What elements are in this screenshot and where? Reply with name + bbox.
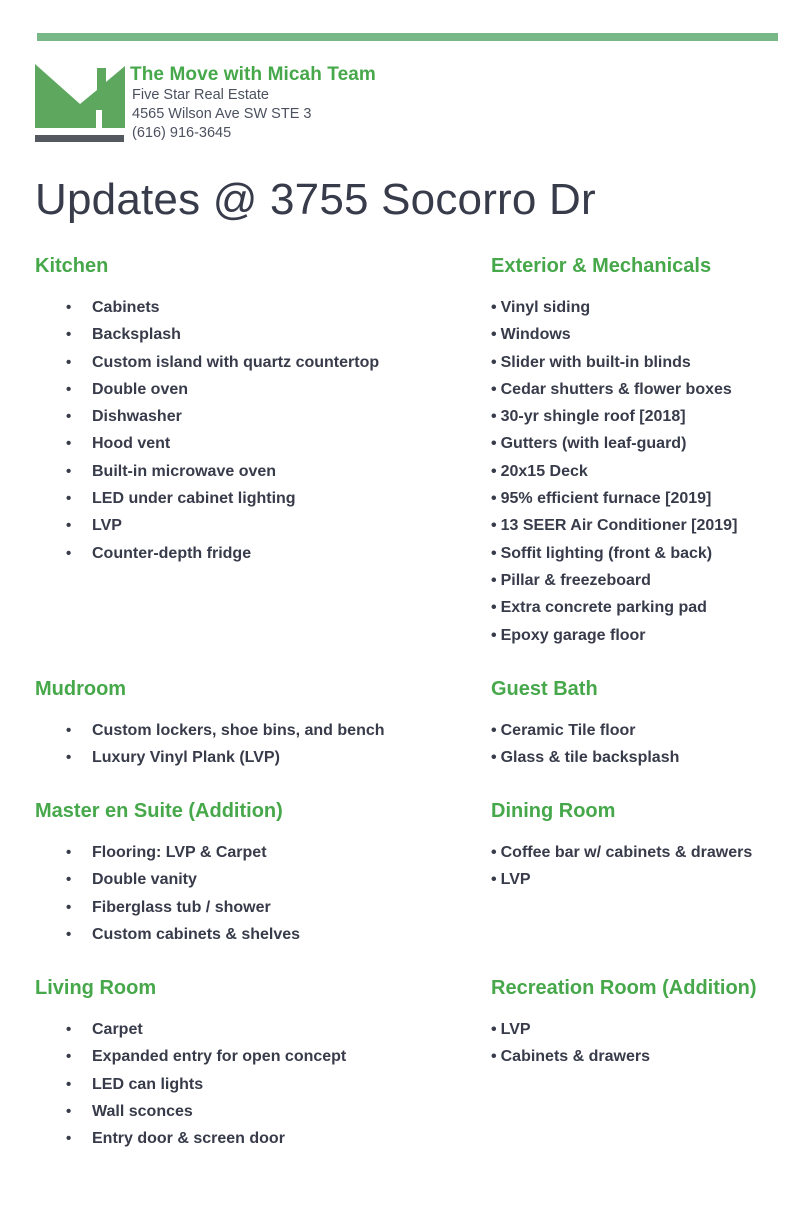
bullet-icon: •	[66, 925, 72, 943]
list-item-text: Custom island with quartz countertop	[92, 353, 380, 371]
section-kitchen	[35, 254, 379, 567]
bullet-icon: •	[66, 1021, 72, 1038]
list-item-text: Luxury Vinyl Plank (LVP)	[92, 749, 280, 767]
item-list	[491, 294, 737, 649]
list-item-text: Double oven	[92, 380, 189, 398]
bullet-icon: •	[66, 380, 72, 398]
bullet-icon: •	[66, 722, 72, 739]
bullet-icon: •	[66, 353, 72, 371]
item-list	[491, 1016, 757, 1071]
list-item	[35, 294, 379, 321]
bullet-icon: •	[491, 326, 497, 344]
list-item	[491, 744, 679, 771]
item-list	[35, 1016, 346, 1152]
list-item	[491, 839, 752, 866]
section-exterior-mechanicals	[491, 254, 737, 649]
list-item	[35, 430, 379, 457]
list-item	[35, 485, 379, 512]
bullet-icon: •	[491, 1021, 497, 1038]
list-item-text: Carpet	[92, 1021, 143, 1038]
bullet-icon: •	[66, 898, 72, 916]
section-mudroom	[35, 677, 385, 772]
list-item	[491, 349, 737, 376]
list-item-text: Wall sconces	[92, 1102, 193, 1120]
item-list	[35, 839, 300, 948]
item-list	[491, 839, 752, 894]
list-item	[35, 839, 300, 866]
bullet-icon: •	[491, 722, 497, 739]
bullet-icon: •	[66, 299, 72, 316]
section-guest-bath	[491, 677, 679, 772]
list-item	[35, 540, 379, 567]
list-item	[35, 1098, 346, 1125]
brand-address: 4565 Wilson Ave SW STE 3	[132, 106, 312, 122]
bullet-icon: •	[491, 544, 497, 562]
list-item-text: Slider with built-in blinds	[500, 353, 691, 371]
list-item	[35, 321, 379, 348]
bullet-icon: •	[491, 844, 497, 861]
bullet-icon: •	[66, 462, 72, 480]
list-item	[491, 567, 737, 594]
header-rule	[37, 33, 778, 41]
list-item-text: Custom cabinets & shelves	[92, 925, 301, 943]
page-title: Updates @ 3755 Socorro Dr	[35, 175, 596, 224]
section-title: Master en Suite (Addition)	[35, 800, 283, 822]
house-m-logo-icon	[35, 62, 125, 144]
list-item	[491, 430, 737, 457]
section-living-room	[35, 976, 346, 1152]
bullet-icon: •	[66, 408, 72, 426]
section-title: Guest Bath	[491, 678, 598, 700]
bullet-icon: •	[66, 435, 72, 453]
list-item-text: Dishwasher	[92, 408, 182, 426]
list-item	[35, 512, 379, 539]
list-item	[491, 512, 737, 539]
list-item	[35, 1125, 346, 1152]
list-item-text: Soffit lighting (front & back)	[500, 544, 713, 562]
list-item-text: LED can lights	[92, 1075, 204, 1093]
list-item-text: Fiberglass tub / shower	[92, 898, 271, 916]
bullet-icon: •	[66, 517, 72, 535]
list-item	[35, 458, 379, 485]
bullet-icon: •	[66, 749, 72, 767]
list-item-text: Cabinets & drawers	[500, 1048, 650, 1066]
list-item	[491, 594, 737, 621]
list-item-text: Epoxy garage floor	[500, 626, 646, 644]
list-item	[491, 1043, 757, 1070]
bullet-icon: •	[491, 517, 497, 535]
bullet-icon: •	[491, 571, 497, 589]
section-title: Recreation Room (Addition)	[491, 977, 757, 999]
list-item	[491, 622, 737, 649]
bullet-icon: •	[66, 1102, 72, 1120]
list-item-text: Extra concrete parking pad	[500, 599, 707, 617]
bullet-icon: •	[66, 1075, 72, 1093]
list-item-text: Vinyl siding	[500, 299, 591, 316]
section-title: Exterior & Mechanicals	[491, 255, 712, 277]
bullet-icon: •	[491, 435, 497, 453]
list-item-text: Cedar shutters & flower boxes	[500, 380, 732, 398]
list-item-text: LVP	[500, 1021, 531, 1038]
list-item-text: Counter-depth fridge	[92, 544, 252, 562]
bullet-icon: •	[491, 871, 497, 889]
list-item	[491, 376, 737, 403]
brand-name: The Move with Micah Team	[130, 64, 376, 85]
list-item-text: 95% efficient furnace [2019]	[500, 490, 712, 508]
list-item	[35, 894, 300, 921]
list-item	[491, 458, 737, 485]
list-item-text: 20x15 Deck	[500, 462, 588, 480]
list-item	[491, 321, 737, 348]
list-item	[35, 403, 379, 430]
list-item	[35, 921, 300, 948]
list-item	[35, 866, 300, 893]
brand-phone: (616) 916-3645	[132, 125, 232, 141]
section-master-en-suite	[35, 799, 300, 948]
item-list	[35, 294, 379, 567]
bullet-icon: •	[491, 353, 497, 371]
list-item	[491, 1016, 757, 1043]
list-item	[491, 866, 752, 893]
list-item	[491, 485, 737, 512]
bullet-icon: •	[491, 749, 497, 767]
list-item	[491, 540, 737, 567]
list-item-text: Built-in microwave oven	[92, 462, 277, 480]
list-item-text: Flooring: LVP & Carpet	[92, 844, 267, 861]
list-item	[35, 1071, 346, 1098]
list-item-text: Gutters (with leaf-guard)	[500, 435, 687, 453]
section-dining-room	[491, 799, 752, 894]
bullet-icon: •	[491, 490, 497, 508]
bullet-icon: •	[491, 1048, 497, 1066]
bullet-icon: •	[66, 871, 72, 889]
bullet-icon: •	[66, 544, 72, 562]
bullet-icon: •	[66, 326, 72, 344]
bullet-icon: •	[491, 462, 497, 480]
list-item-text: Expanded entry for open concept	[92, 1048, 347, 1066]
list-item-text: LVP	[500, 871, 531, 889]
list-item-text: 30-yr shingle roof [2018]	[500, 408, 686, 426]
brand-company: Five Star Real Estate	[132, 87, 269, 103]
bullet-icon: •	[66, 1048, 72, 1066]
list-item	[35, 1016, 346, 1043]
list-item	[35, 717, 385, 744]
list-item	[491, 294, 737, 321]
section-title: Living Room	[35, 977, 157, 999]
bullet-icon: •	[491, 599, 497, 617]
bullet-icon: •	[66, 490, 72, 508]
bullet-icon: •	[491, 299, 497, 316]
list-item-text: Ceramic Tile floor	[500, 722, 636, 739]
bullet-icon: •	[66, 1130, 72, 1148]
section-title: Kitchen	[35, 255, 109, 277]
bullet-icon: •	[491, 626, 497, 644]
section-title: Mudroom	[35, 678, 127, 700]
brand-block	[130, 64, 376, 143]
list-item-text: 13 SEER Air Conditioner [2019]	[500, 517, 738, 535]
list-item-text: Entry door & screen door	[92, 1130, 285, 1148]
list-item-text: Cabinets	[92, 299, 160, 316]
list-item-text: Windows	[500, 326, 571, 344]
list-item-text: Double vanity	[92, 871, 197, 889]
section-recreation-room	[491, 976, 757, 1071]
bullet-icon: •	[491, 408, 497, 426]
list-item-text: Hood vent	[92, 435, 171, 453]
list-item-text: LVP	[92, 517, 122, 535]
list-item-text: Glass & tile backsplash	[500, 749, 680, 767]
list-item	[35, 1043, 346, 1070]
item-list	[35, 717, 385, 772]
list-item	[491, 717, 679, 744]
list-item	[35, 376, 379, 403]
list-item-text: Custom lockers, shoe bins, and bench	[92, 722, 385, 739]
list-item	[35, 349, 379, 376]
list-item-text: Coffee bar w/ cabinets & drawers	[500, 844, 753, 861]
list-item	[491, 403, 737, 430]
list-item-text: Pillar & freezeboard	[500, 571, 651, 589]
bullet-icon: •	[491, 380, 497, 398]
list-item-text: LED under cabinet lighting	[92, 490, 296, 508]
section-title: Dining Room	[491, 800, 616, 822]
item-list	[491, 717, 679, 772]
bullet-icon: •	[66, 844, 72, 861]
list-item-text: Backsplash	[92, 326, 181, 344]
list-item	[35, 744, 385, 771]
